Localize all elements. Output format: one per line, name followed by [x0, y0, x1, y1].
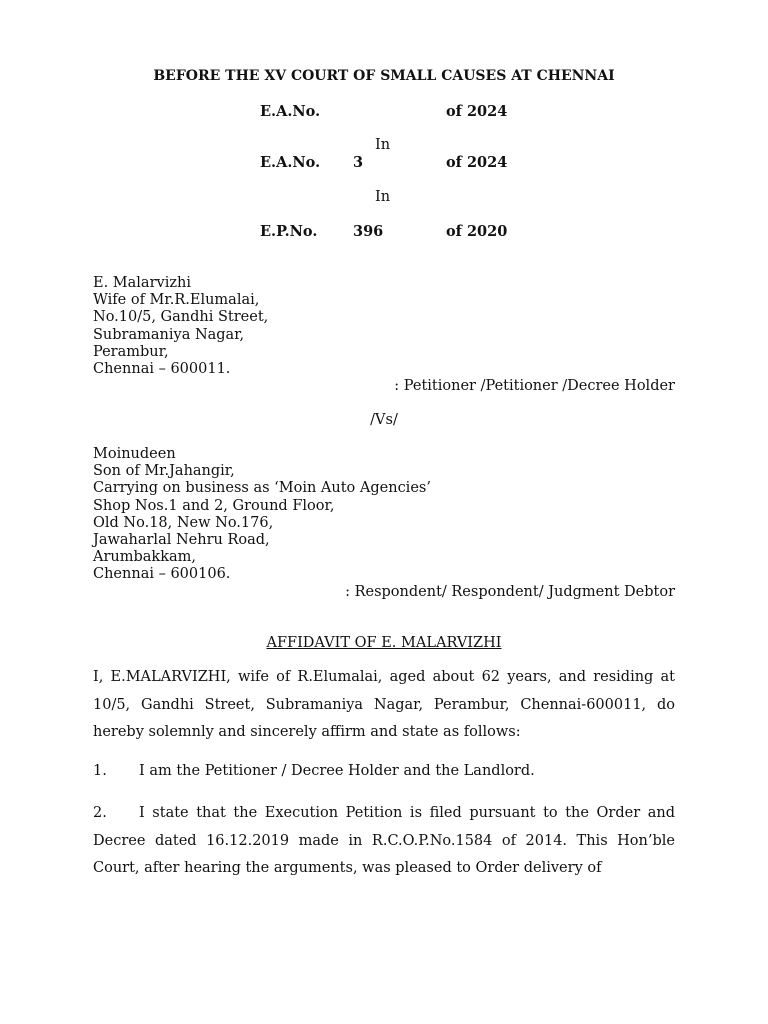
case-ref-2-label: E.A.No. [260, 154, 321, 171]
paragraph-number: 1. [93, 763, 107, 779]
case-ref-2-year: of 2024 [446, 154, 508, 171]
respondent-role: : Respondent/ Respondent/ Judgment Debtor [345, 584, 675, 600]
petitioner-address-line: Subramaniya Nagar, [93, 326, 245, 343]
paragraph-1 [93, 758, 675, 786]
respondent-address-line: Old No.18, New No.176, [93, 514, 274, 531]
case-ref-1-year: of 2024 [446, 103, 508, 120]
respondent-address-line: Carrying on business as ‘Moin Auto Agencies’ [93, 480, 431, 497]
paragraph-number: 2. [93, 805, 107, 821]
petitioner-address-line: E. Malarvizhi [93, 275, 191, 291]
case-ref-3-year: of 2020 [446, 223, 508, 240]
in-connector-2: In [375, 189, 391, 205]
versus-text: /Vs/ [370, 412, 398, 428]
respondent-address-line: Arumbakkam, [93, 549, 196, 566]
respondent-address [93, 446, 431, 584]
court-title: BEFORE THE XV COURT OF SMALL CAUSES AT CHENNAI [153, 68, 615, 84]
petitioner-address-line: Perambur, [93, 343, 169, 360]
case-ref-3-number: 396 [353, 223, 384, 240]
case-ref-2-number: 3 [353, 154, 364, 171]
intro-paragraph: I, E.MALARVIZHI, wife of R.Elumalai, aged about 62 years, and residing at 10/5, Gandhi Street, Subramaniya Nagar, Perambur, Chennai-600011, do hereby solemnly and sincerely affirm and state as follows: [93, 669, 675, 740]
respondent-address-line: Jawaharlal Nehru Road, [93, 531, 270, 548]
affidavit-heading: AFFIDAVIT OF E. MALARVIZHI [266, 635, 502, 651]
in-connector-1: In [375, 137, 391, 153]
petitioner-address-line: Chennai – 600011. [93, 360, 231, 377]
respondent-address-line: Moinudeen [93, 446, 176, 462]
paragraph-2 [93, 800, 675, 883]
paragraph-text: I am the Petitioner / Decree Holder and the Landlord. [139, 763, 535, 779]
paragraph-text: I state that the Execution Petition is filed pursuant to the Order and Decree dated 16.12.2019 made in R.C.O.P.No.1584 of 2014. This Hon’ble Court, after hearing the arguments, was pleased to Order delivery of [93, 805, 675, 876]
petitioner-address-line: No.10/5, Gandhi Street, [93, 309, 269, 326]
case-ref-1-label: E.A.No. [260, 103, 321, 120]
petitioner-address [93, 275, 268, 378]
respondent-address-line: Son of Mr.Jahangir, [93, 463, 235, 480]
respondent-address-line: Shop Nos.1 and 2, Ground Floor, [93, 497, 335, 514]
case-ref-3-label: E.P.No. [260, 223, 318, 240]
petitioner-role: : Petitioner /Petitioner /Decree Holder [394, 378, 675, 394]
petitioner-address-line: Wife of Mr.R.Elumalai, [93, 292, 260, 309]
respondent-address-line: Chennai – 600106. [93, 566, 231, 583]
